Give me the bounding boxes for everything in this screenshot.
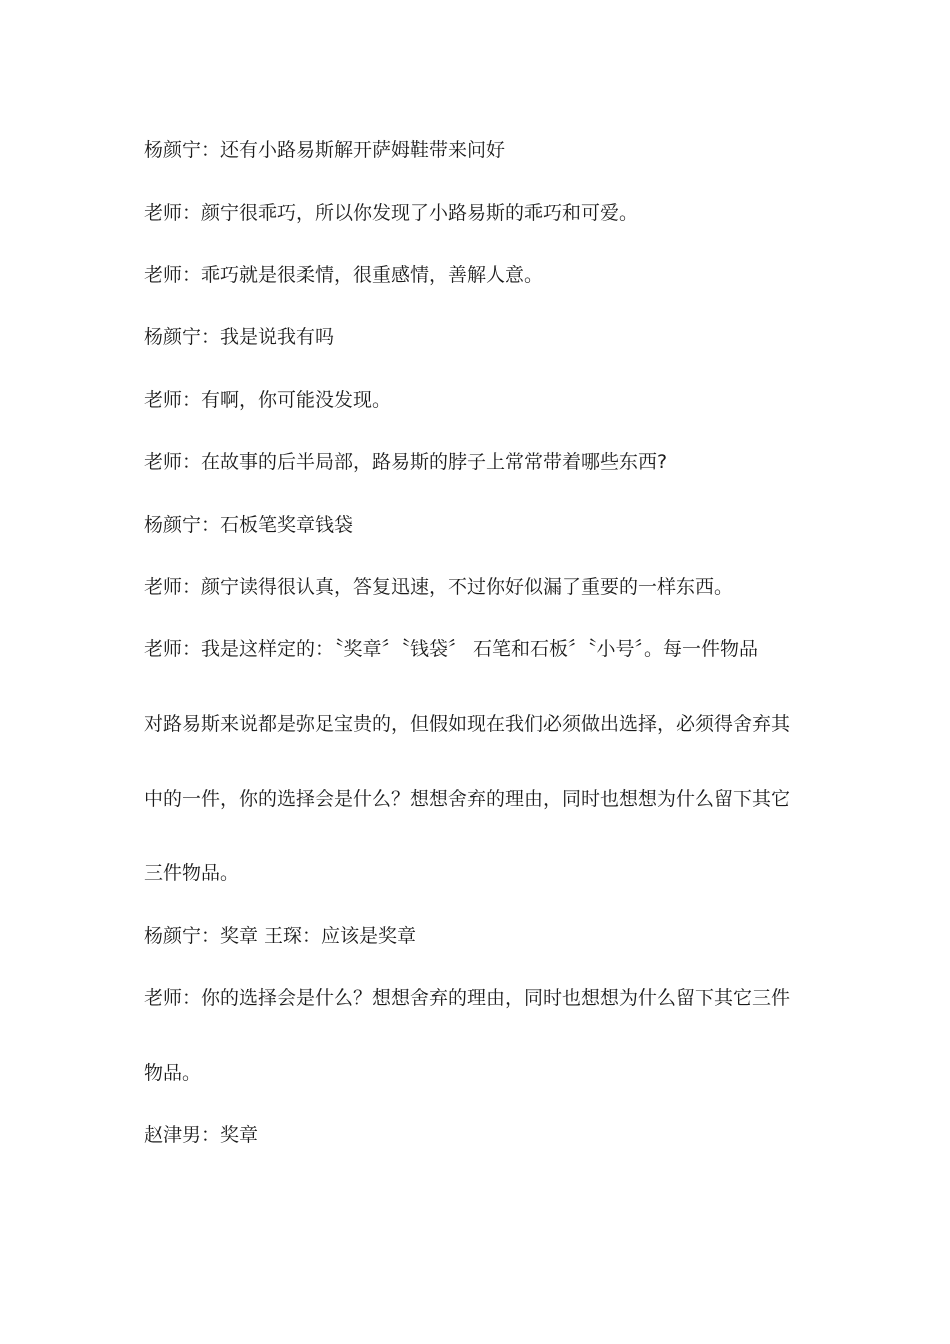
dialogue-line: 老师：颜宁读得很认真，答复迅速，不过你好似漏了重要的一样东西。: [144, 576, 734, 598]
dialogue-line: 老师：乖巧就是很柔情，很重感情，善解人意。: [144, 264, 544, 286]
dialogue-line: 老师：我是这样定的：〝奖章〞〝钱袋〞 石笔和石板〞〝小号〞。每一件物品: [144, 638, 759, 660]
dialogue-line-continued: 三件物品。: [144, 862, 240, 884]
dialogue-line: 老师：在故事的后半局部，路易斯的脖子上常常带着哪些东西?: [144, 451, 668, 473]
dialogue-line-continued: 对路易斯来说都是弥足宝贵的，但假如现在我们必须做出选择，必须得舍弃其: [144, 713, 791, 735]
dialogue-line: 老师：颜宁很乖巧，所以你发现了小路易斯的乖巧和可爱。: [144, 202, 639, 224]
dialogue-line: 老师：你的选择会是什么？想想舍弃的理由，同时也想想为什么留下其它三件: [144, 987, 791, 1009]
dialogue-line: 杨颜宁：还有小路易斯解开萨姆鞋带来问好: [144, 139, 506, 161]
dialogue-line: 杨颜宁：奖章 王琛：应该是奖章: [144, 925, 417, 947]
dialogue-line: 杨颜宁：我是说我有吗: [144, 326, 335, 348]
dialogue-line-continued: 物品。: [144, 1062, 202, 1084]
dialogue-line: 老师：有啊，你可能没发现。: [144, 389, 392, 411]
dialogue-line-continued: 中的一件，你的选择会是什么？想想舍弃的理由，同时也想想为什么留下其它: [144, 788, 791, 810]
dialogue-line: 赵津男：奖章: [144, 1124, 259, 1146]
dialogue-line: 杨颜宁：石板笔奖章钱袋: [144, 514, 354, 536]
